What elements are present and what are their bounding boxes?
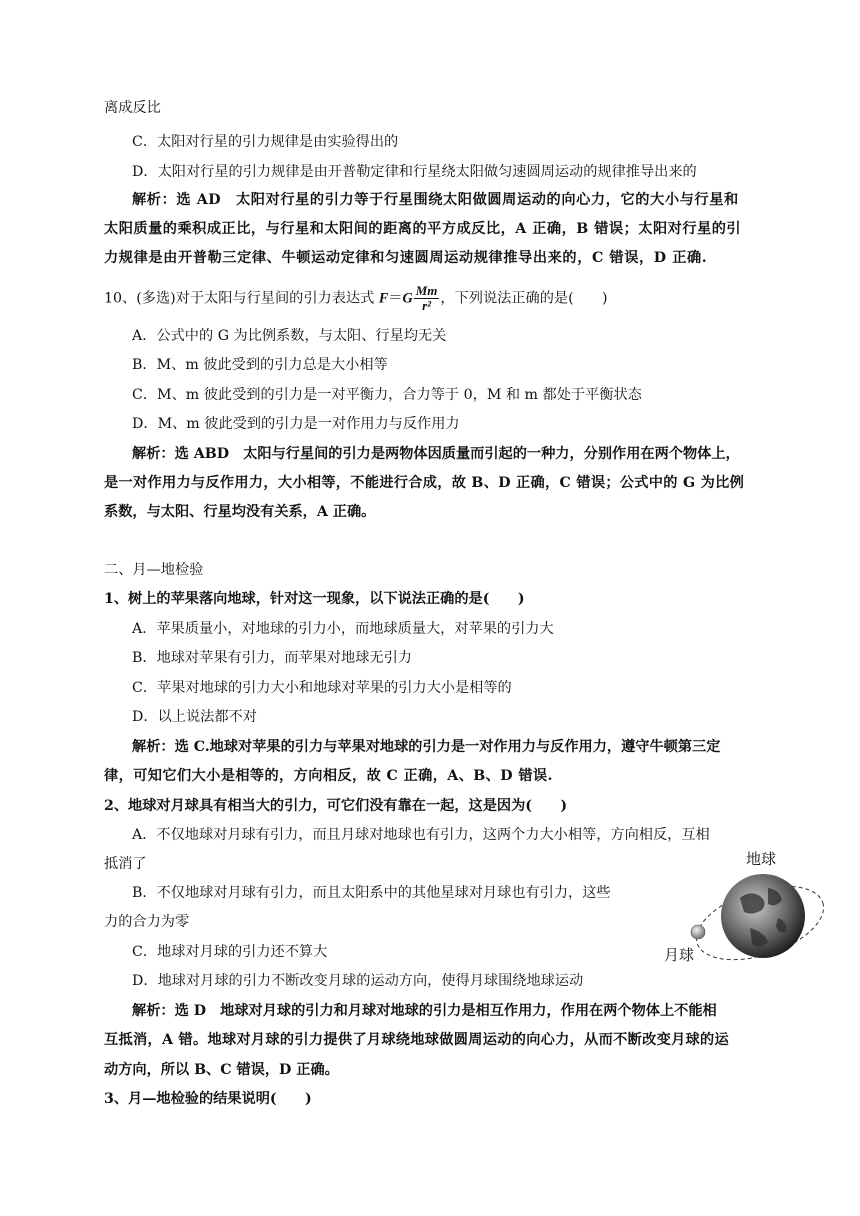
explanation-line: 力规律是由开普勒三定律、牛顿运动定律和匀速圆周运动规律推导出来的，C 错误，D 正确. — [104, 250, 708, 266]
fraction-denominator: r² — [422, 298, 432, 313]
question-10-prefix: 10、(多选)对于太阳与行星间的引力表达式 — [104, 290, 379, 307]
explanation-line: 解析：选 AD 太阳对行星的引力等于行星围绕太阳做圆周运动的向心力，它的大小与行星和 — [132, 192, 739, 208]
option-a-continued: 抵消了 — [104, 856, 147, 872]
question-3: 3、月—地检验的结果说明( ) — [104, 1091, 312, 1107]
option-d: D．以上说法都不对 — [132, 709, 257, 725]
formula-f: F — [378, 290, 389, 307]
formula-equals: ＝ — [388, 290, 403, 307]
option-c: C．太阳对行星的引力规律是由实验得出的 — [132, 134, 399, 150]
option-c: C．苹果对地球的引力大小和地球对苹果的引力大小是相等的 — [132, 680, 512, 696]
question-10-suffix: ，下列说法正确的是( ) — [440, 290, 608, 307]
explanation-line: 系数，与太阳、行星均没有关系，A 正确。 — [104, 504, 376, 520]
moon-icon — [691, 925, 705, 939]
text-line: 离成反比 — [104, 100, 161, 116]
explanation-line: 太阳质量的乘积成正比，与行星和太阳间的距离的平方成反比，A 正确，B 错误；太阳对行星的引 — [104, 221, 742, 237]
fraction-numerator: Mm — [415, 283, 438, 298]
moon-label: 月球 — [664, 946, 695, 964]
option-d: D．太阳对行星的引力规律是由开普勒定律和行星绕太阳做匀速圆周运动的规律推导出来的 — [132, 164, 697, 180]
section-heading: 二、月—地检验 — [104, 562, 204, 578]
explanation-line: 解析：选 D 地球对月球的引力和月球对地球的引力是相互作用力，作用在两个物体上不能相 — [132, 1003, 717, 1019]
explanation-line: 律，可知它们大小是相等的，方向相反，故 C 正确，A、B、D 错误. — [104, 768, 553, 784]
option-a: A．苹果质量小，对地球的引力小，而地球质量大，对苹果的引力大 — [132, 621, 554, 637]
option-c: C．M、m 彼此受到的引力是一对平衡力，合力等于 0，M 和 m 都处于平衡状态 — [132, 387, 642, 403]
option-a: A．不仅地球对月球有引力，而且月球对地球也有引力，这两个力大小相等，方向相反，互相 — [132, 827, 710, 843]
explanation-line: 动方向，所以 B、C 错误，D 正确。 — [104, 1062, 339, 1078]
option-b: B．地球对苹果有引力，而苹果对地球无引力 — [132, 650, 412, 666]
question-2: 2、地球对月球具有相当大的引力，可它们没有靠在一起，这是因为( ) — [104, 798, 568, 814]
explanation-line: 解析：选 ABD 太阳与行星间的引力是两物体因质量而引起的一种力，分别作用在两个物体上， — [132, 446, 740, 462]
option-b: B．不仅地球对月球有引力，而且太阳系中的其他星球对月球也有引力，这些 — [132, 885, 611, 901]
option-b: B．M、m 彼此受到的引力总是大小相等 — [132, 357, 388, 373]
formula-g: G — [402, 290, 413, 307]
earth-label: 地球 — [746, 850, 777, 868]
explanation-line: 解析：选 C.地球对苹果的引力与苹果对地球的引力是一对作用力与反作用力，遵守牛顿第三定 — [132, 739, 721, 755]
option-b-continued: 力的合力为零 — [104, 914, 190, 930]
option-a: A．公式中的 G 为比例系数，与太阳、行星均无关 — [132, 328, 447, 344]
earth-moon-figure — [660, 848, 830, 968]
option-c: C．地球对月球的引力还不算大 — [132, 944, 328, 960]
explanation-line: 是一对作用力与反作用力，大小相等，不能进行合成，故 B、D 正确，C 错误；公式中的 G 为比例 — [104, 475, 745, 491]
option-d: D．M、m 彼此受到的引力是一对作用力与反作用力 — [132, 416, 460, 432]
explanation-line: 互抵消，A 错。地球对月球的引力提供了月球绕地球做圆周运动的向心力，从而不断改变月球的运 — [104, 1032, 730, 1048]
question-10 — [104, 284, 608, 313]
formula-fraction — [414, 284, 440, 313]
option-d: D．地球对月球的引力不断改变月球的运动方向，使得月球围绕地球运动 — [132, 973, 584, 989]
question-1: 1、树上的苹果落向地球，针对这一现象，以下说法正确的是( ) — [104, 591, 525, 607]
